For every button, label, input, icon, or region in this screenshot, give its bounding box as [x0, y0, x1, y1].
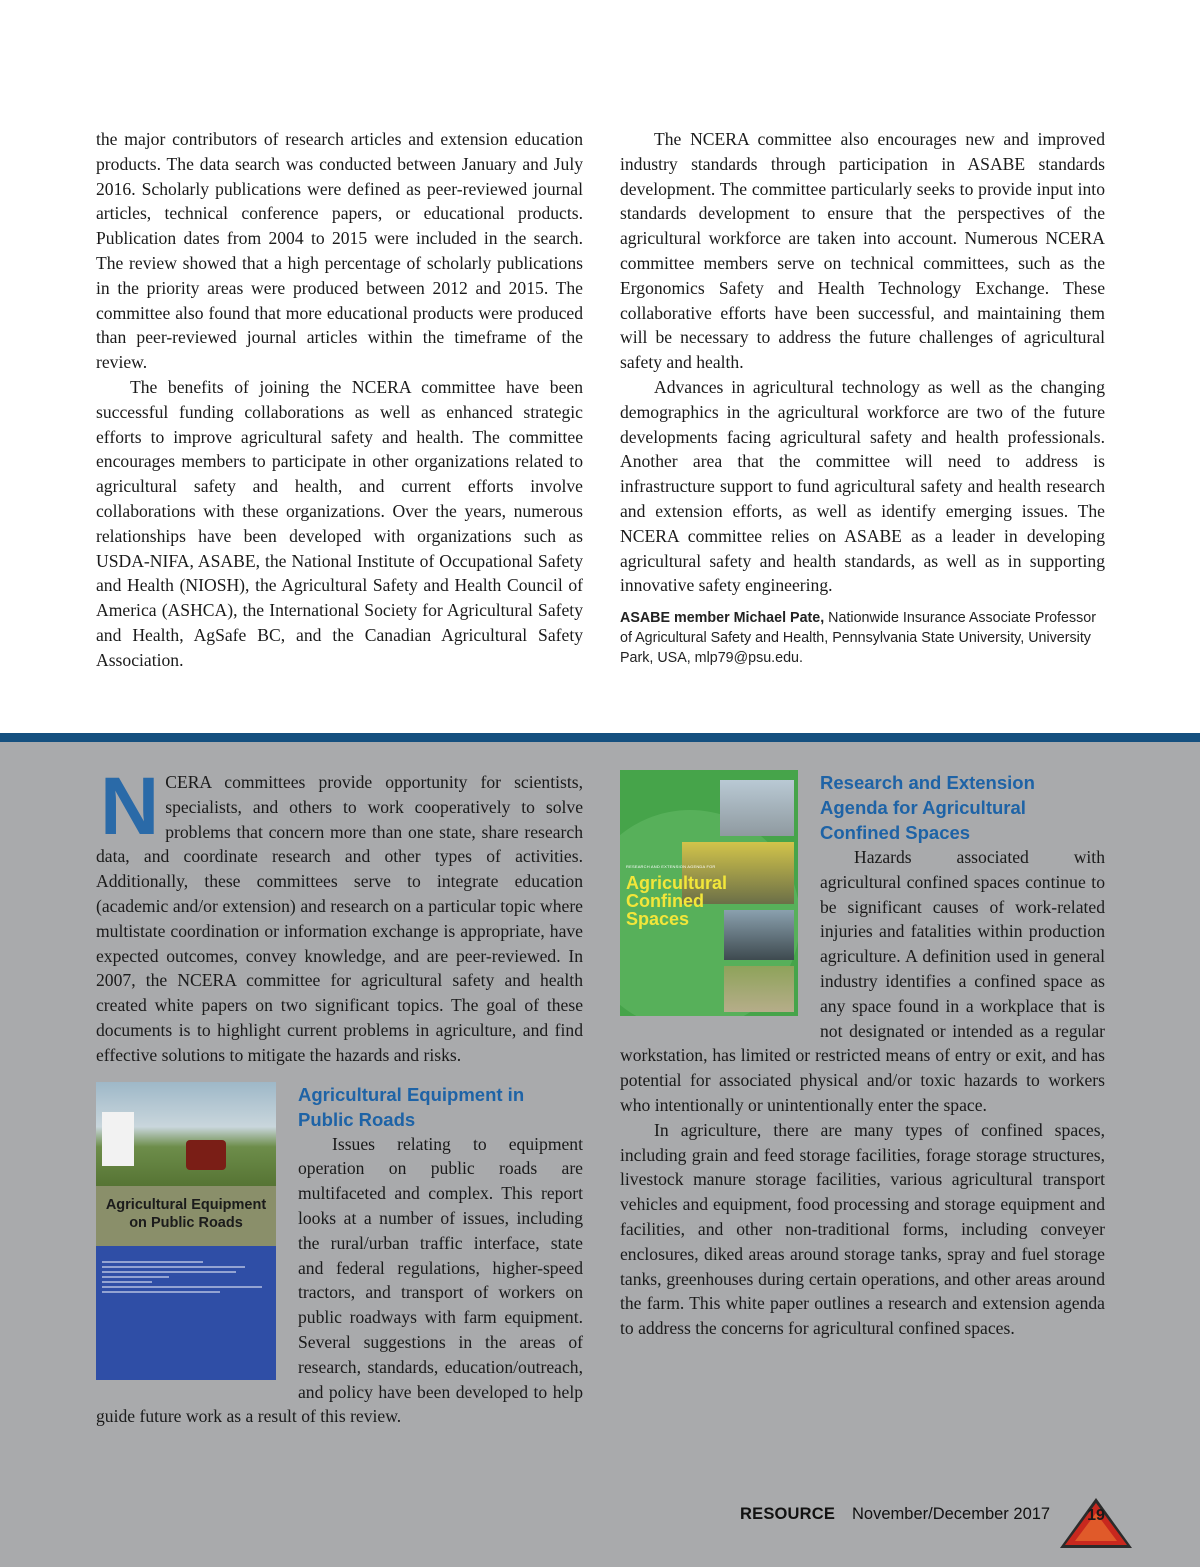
confined-body: Hazards associated with agricultural confined spaces continue to be significant causes of work-related injuries and fatalities within production agriculture. A definition used in general industry identifies a confined space as any space found in a workplace that is not designated or intended as a regular workstation, has limited or restricted means of entry or exit, and has potential for associated physical and/or toxic hazards to workers who intentionally or unintentionally enter the space. [620, 847, 1105, 1115]
cover-fine-print [102, 1258, 270, 1296]
article-paragraph: Advances in agricultural technology as well as the changing demographics in the agricultural workforce are two of the future developments facing agricultural safety and health professionals. Another area that the committee will need to address is infrastructure support to fund agricultural safety and health research and extension efforts, as well as identify emerging issues. The NCERA committee relies on ASABE as a leader in developing agricultural safety and health standards, as well as in supporting innovative safety engineering. [620, 376, 1105, 596]
magazine-name: RESOURCE [740, 1505, 836, 1523]
sidebar-column-left [96, 761, 583, 1429]
confined-heading: Research and Extension Agenda for Agricultural Confined Spaces [820, 772, 1035, 843]
sidebar-column-right [620, 770, 1105, 1341]
sidebar-intro [96, 761, 583, 1068]
confined-report-cover [620, 770, 798, 1016]
roads-body: Issues relating to equipment operation on public roads are multifaceted and complex. This report looks at a number of issues, including the rural/urban traffic interface, state and federal regulations, higher-speed tractors, and transport of workers on public roadways with farm equipment. Several suggestions in the areas of research, standards, education/outreach, and policy have been developed to help guide future work as a result of this review. [96, 1133, 583, 1427]
issue-date: November/December 2017 [852, 1505, 1051, 1523]
cover-photo-silos [720, 780, 794, 836]
article-paragraph: The benefits of joining the NCERA committee have been successful funding collaborations as well as enhanced strategic efforts to improve agricultural safety and health. The committee encourages members to participate in other organizations related to agricultural safety and health, and current efforts involve collaborations with these organizations. Over the years, numerous relationships have been developed with organizations such as USDA-NIFA, ASABE, the National Institute of Occupational Safety and Health (NIOSH), the Agricultural Safety and Health Council of America (ASHCA), the International Society for Agricultural Safety and Health, AgSafe BC, and the Canadian Agricultural Safety Association. [96, 376, 583, 670]
article-paragraph: The NCERA committee also encourages new and improved industry standards through participation in ASABE standards development. The committee particularly seeks to provide input into standards development to ensure that the perspectives of the agricultural workforce are taken into account. Numerous NCERA committee members serve on technical committees, such as the Ergonomics Safety and Health Technology Exchange. These collaborative efforts have been successful, and maintaining them will be necessary to address the future challenges of agricultural safety and health. [620, 129, 1105, 373]
roads-cover-title: Agricultural Equipment on Public Roads [105, 1196, 267, 1231]
article-paragraph: the major contributors of research articles and extension education products. The data search was conducted between January and July 2016. Scholarly publications were defined as peer-reviewed journal articles, technical conference papers, or educational products. Publication dates from 2004 to 2015 were included in the search. The review showed that a high percentage of scholarly publications in the priority areas were produced between 2012 and 2015. The committee also found that more educational products were produced than peer-reviewed journal articles within the timeframe of the review. [96, 129, 583, 373]
confined-body: In agriculture, there are many types of confined spaces, including grain and feed storage facilities, forage storage structures, livestock manure storage facilities, various agricultural transport vehicles and equipment, food processing and storage equipment and facilities, and other non-traditional forms, including conveyer enclosures, diked areas around storage tanks, spray and fuel storage tanks, greenhouses during certain operations, and other areas around the farm. This white paper outlines a research and extension agenda to address the concerns for agricultural confined spaces. [620, 1119, 1105, 1339]
author-name: ASABE member Michael Pate, [620, 610, 825, 627]
article-column-right [620, 127, 1105, 668]
page-footer [0, 1497, 1200, 1537]
article-column-left [96, 127, 583, 673]
tractor-icon [186, 1140, 226, 1170]
drop-cap: N [100, 761, 160, 852]
author-affiliation: Nationwide Insurance Associate Professor of Agricultural Safety and Health, Pennsylvania State University, University Park, USA, mlp79@psu.edu. [620, 610, 1096, 667]
confined-cover-title: Agricultural Confined Spaces [626, 873, 728, 929]
cover-photo-pit [724, 966, 794, 1012]
page-number: 19 [1087, 1507, 1105, 1524]
truck-icon [102, 1112, 134, 1166]
roads-heading: Agricultural Equipment in Public Roads [298, 1083, 525, 1130]
confined-cover-subtitle: RESEARCH AND EXTENSION AGENDA FOR [626, 864, 716, 869]
roads-report-cover [96, 1082, 276, 1380]
author-bio [620, 608, 1105, 668]
intro-text: CERA committees provide opportunity for scientists, specialists, and others to work cooperatively to solve problems that concern more than one state, share research data, and coordinate research and other types of activities. Additionally, these committees serve to integrate education (academic and/or extension) and research on a particular topic where multistate coordination or information exchange is appropriate, have expected outcomes, convey knowledge, and are peer-reviewed. In 2007, the NCERA committee for agricultural safety and health created white papers on two significant topics. The goal of these documents is to highlight current problems in agriculture, and find effective solutions to mitigate the hazards and risks. [96, 772, 583, 1065]
ncera-sidebar [0, 733, 1200, 1567]
